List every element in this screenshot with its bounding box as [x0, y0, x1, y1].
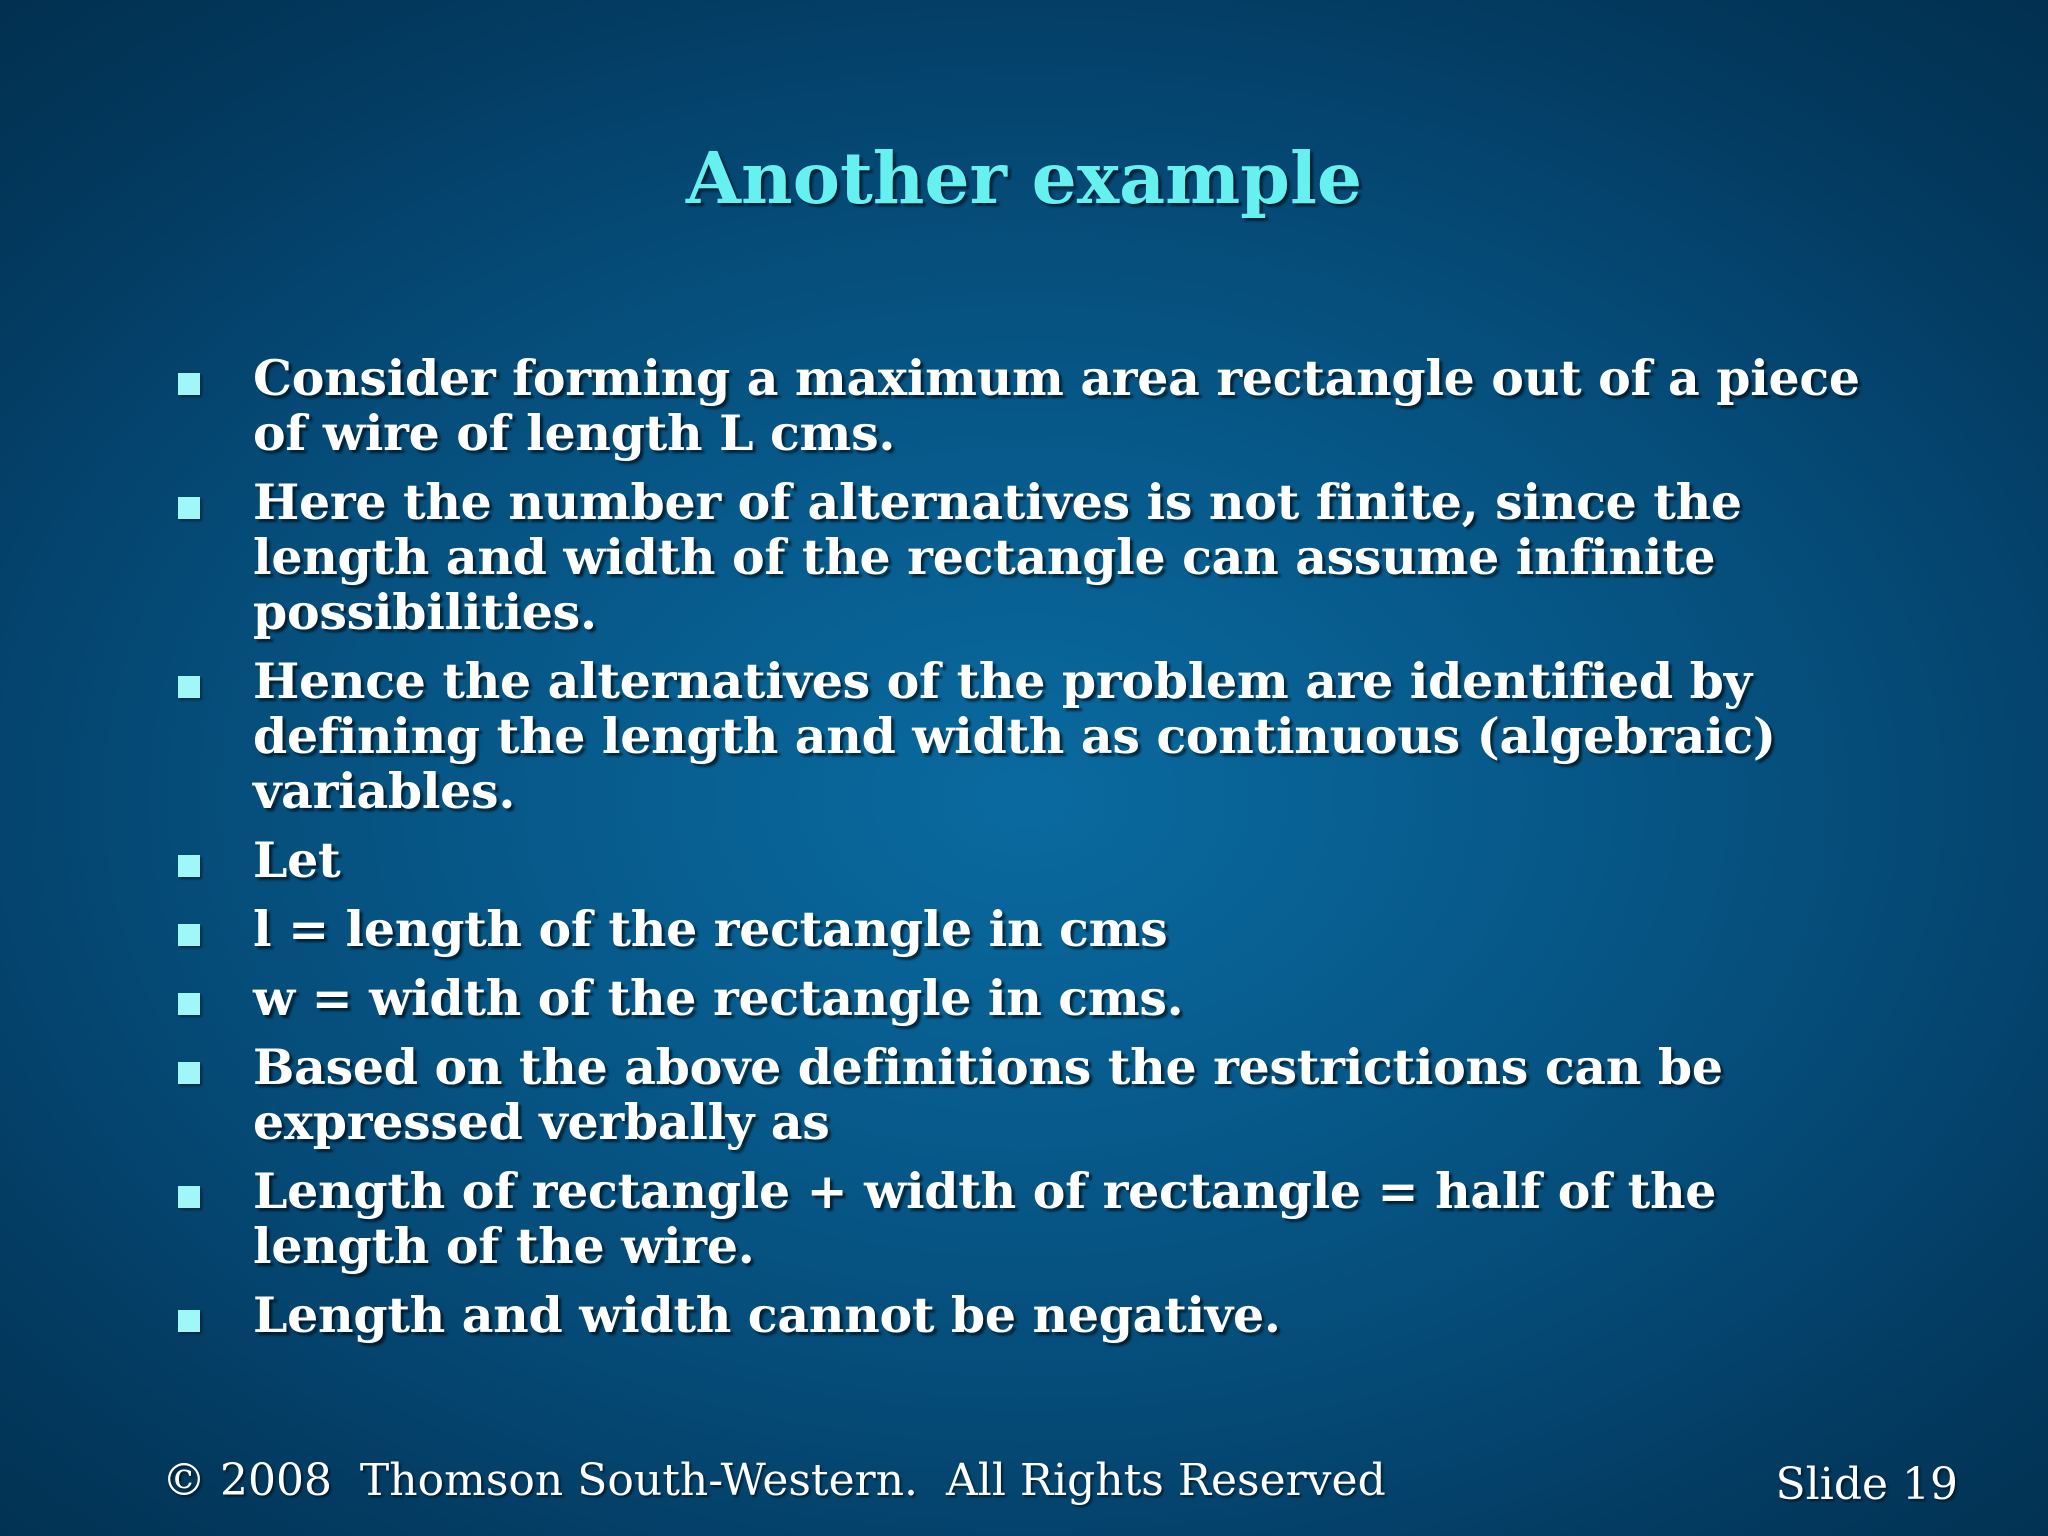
square-bullet-icon	[178, 1186, 200, 1208]
bullet-item	[178, 1164, 1878, 1274]
square-bullet-icon	[178, 676, 200, 698]
copyright-footer: © 2008 Thomson South-Western. All Rights Reserved	[162, 1455, 1386, 1506]
bullet-text: Based on the above definitions the restrictions can be expressed verbally as	[253, 1038, 1723, 1151]
bullet-item	[178, 1288, 1878, 1343]
bullet-text: l = length of the rectangle in cms	[253, 900, 1168, 958]
bullet-text: w = width of the rectangle in cms.	[253, 969, 1184, 1027]
slide-number: Slide 19	[1775, 1459, 1958, 1510]
bullet-item	[178, 351, 1878, 461]
square-bullet-icon	[178, 497, 200, 519]
bullet-text: Consider forming a maximum area rectangle out of a piece of wire of length L cms.	[253, 349, 1860, 462]
square-bullet-icon	[178, 1062, 200, 1084]
square-bullet-icon	[178, 1310, 200, 1332]
square-bullet-icon	[178, 993, 200, 1015]
bullet-list	[178, 351, 1878, 1357]
bullet-text: Let	[253, 831, 341, 889]
bullet-item	[178, 654, 1878, 819]
square-bullet-icon	[178, 373, 200, 395]
bullet-item	[178, 475, 1878, 640]
bullet-item	[178, 971, 1878, 1026]
bullet-text: Length and width cannot be negative.	[253, 1286, 1281, 1344]
square-bullet-icon	[178, 924, 200, 946]
square-bullet-icon	[178, 855, 200, 877]
bullet-text: Hence the alternatives of the problem are identified by defining the length and width as continuous (algebraic) variables.	[253, 652, 1776, 820]
slide-title: Another example	[685, 136, 1363, 220]
bullet-item	[178, 1040, 1878, 1150]
bullet-text: Here the number of alternatives is not finite, since the length and width of the rectangle can assume infinite possibilities.	[253, 473, 1742, 641]
bullet-item	[178, 833, 1878, 888]
bullet-item	[178, 902, 1878, 957]
bullet-text: Length of rectangle + width of rectangle = half of the length of the wire.	[253, 1162, 1717, 1275]
